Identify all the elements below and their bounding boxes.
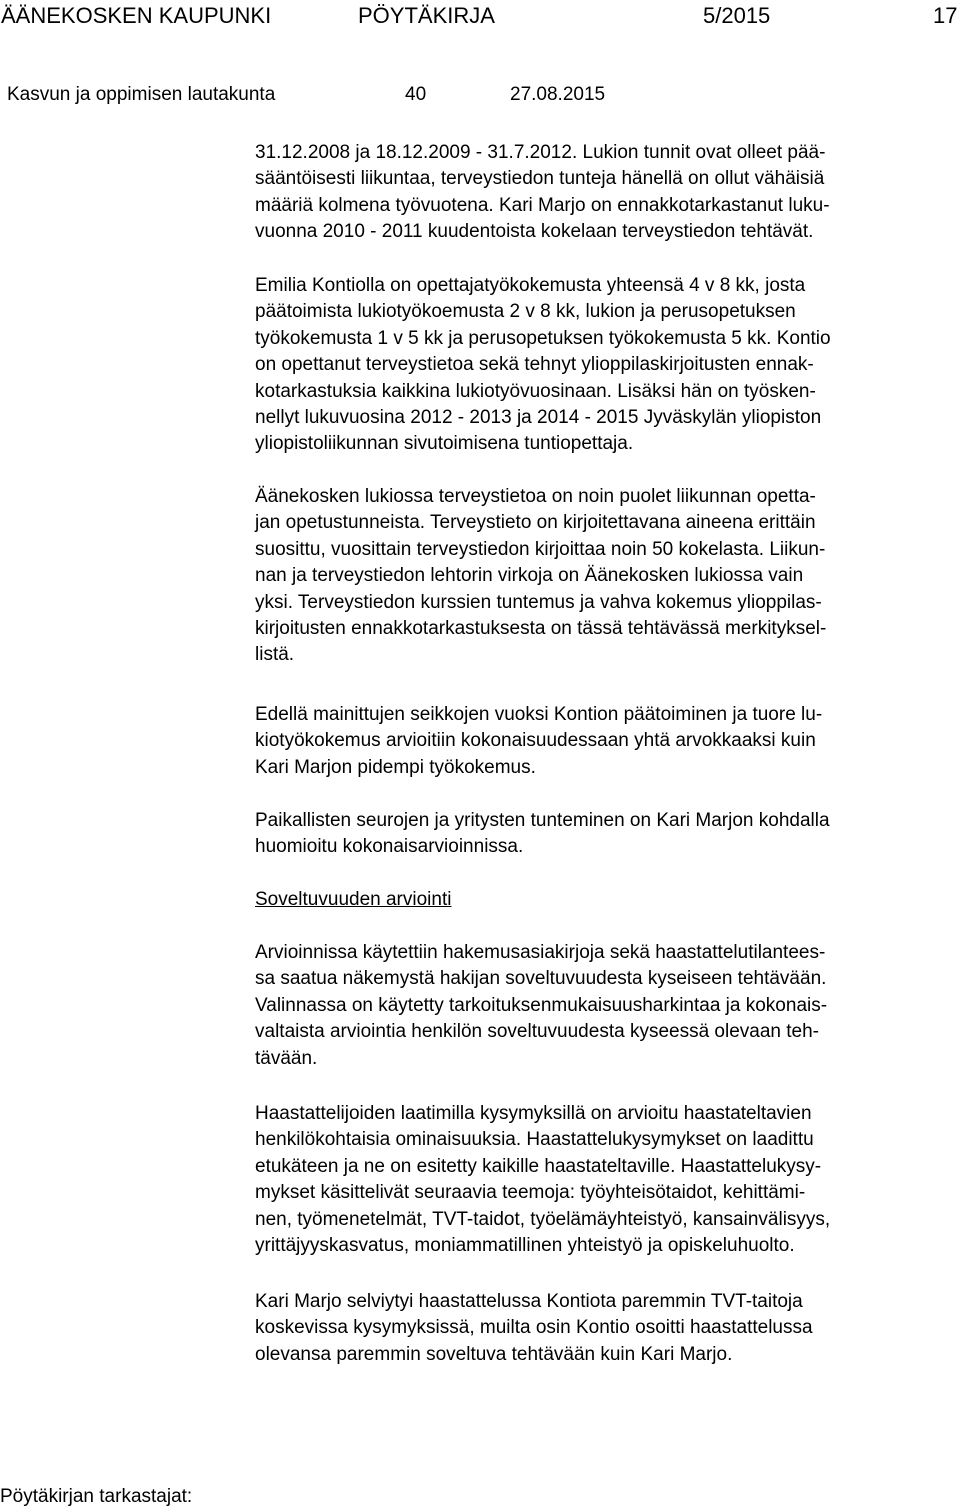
text-line: henkilökohtaisia ominaisuuksia. Haastattelukysymykset on laadittu [255,1129,814,1151]
section-number: 40 [405,84,427,105]
text-line: koskevissa kysymyksissä, muilta osin Kontio osoitti haastattelussa [255,1317,813,1339]
paragraph-1 [255,140,955,246]
header-city: ÄÄNEKOSKEN KAUPUNKI [1,3,272,28]
text-line: olevansa paremmin soveltuva tehtävään kuin Kari Marjo. [255,1343,733,1365]
paragraph-4 [255,702,955,781]
text-line: yksi. Terveystiedon kurssien tuntemus ja vahva kokemus ylioppilas- [255,591,822,613]
text-line: Edellä mainittujen seikkojen vuoksi Kontion päätoiminen ja tuore lu- [255,704,823,725]
paragraph-8 [255,1289,955,1368]
text-line: kotarkastuksia kaikkina lukiotyövuosinaan. Lisäksi hän on työsken- [255,380,816,402]
text-line: Valinnassa on käytetty tarkoituksenmukaisuusharkintaa ja kokonais- [255,994,828,1016]
text-line: vuonna 2010 - 2011 kuudentoista kokelaan terveystiedon tehtävät. [255,221,814,243]
text-line: yliopistoliikunnan sivutoimisena tuntiopettaja. [255,433,634,455]
text-line: Paikallisten seurojen ja yritysten tunteminen on Kari Marjon kohdalla [255,810,830,831]
text-line: 31.12.2008 ja 18.12.2009 - 31.7.2012. Lukion tunnit ovat olleet pää- [255,142,826,163]
text-line: nen, työmenetelmät, TVT-taidot, työelämäyhteistyö, kansainvälisyys, [255,1208,831,1230]
section-heading-text: Soveltuvuuden arviointi [255,889,452,910]
paragraph-7 [255,1101,955,1259]
text-line: sa saatua näkemystä hakijan soveltuvuudesta kyseiseen tehtävään. [255,968,827,990]
text-line: etukäteen ja ne on esitetty kaikille haastateltaville. Haastattelukysy- [255,1155,822,1177]
text-line: listä. [255,644,295,666]
text-line: Kari Marjon pidempi työkokemus. [255,756,536,778]
header-issue: 5/2015 [703,3,771,28]
paragraph-2 [255,273,955,458]
text-line: nan ja terveystiedon lehtorin virkoja on Äänekosken lukiossa vain [255,565,804,587]
text-line: tävään. [255,1047,318,1069]
text-line: Haastattelijoiden laatimilla kysymyksillä on arvioitu haastateltavien [255,1103,812,1124]
text-line: Äänekosken lukiossa terveystietoa on noin puolet liikunnan opetta- [255,486,816,507]
paragraph-5 [255,808,955,861]
text-line: on opettanut terveystietoa sekä tehnyt ylioppilaskirjoitusten ennak- [255,354,814,376]
header-doc-type: PÖYTÄKIRJA [358,3,495,28]
committee-name: Kasvun ja oppimisen lautakunta [7,84,276,105]
text-line: valtaista arviointia henkilön soveltuvuudesta kyseessä olevaan teh- [255,1021,819,1043]
text-line: kirjoitusten ennakkotarkastuksesta on tässä tehtävässä merkityksel- [255,617,827,639]
paragraph-6 [255,940,955,1072]
text-line: yrittäjyyskasvatus, moniammatillinen yhteistyö ja opiskeluhuolto. [255,1234,795,1256]
footer-reviewers-label: Pöytäkirjan tarkastajat: [0,1486,193,1507]
paragraph-3 [255,484,955,669]
text-line: työkokemusta 1 v 5 kk ja perusopetuksen työkokemusta 5 kk. Kontio [255,327,831,349]
section-heading [255,887,955,913]
text-line: sääntöisesti liikuntaa, terveystiedon tunteja hänellä on ollut vähäisiä [255,168,825,190]
text-line: nellyt lukuvuosina 2012 - 2013 ja 2014 - 2015 Jyväskylän yliopiston [255,406,822,428]
text-line: Kari Marjo selviytyi haastattelussa Kontiota paremmin TVT-taitoja [255,1291,803,1312]
text-line: jan opetustunneista. Terveystieto on kirjoitettavana aineena erittäin [255,512,816,534]
text-line: Arvioinnissa käytettiin hakemusasiakirjoja sekä haastattelutilantees- [255,942,826,963]
text-line: huomioitu kokonaisarvioinnissa. [255,836,524,858]
header-page-number: 17 [933,3,958,28]
text-line: suosittu, vuosittain terveystiedon kirjoittaa noin 50 kokelasta. Liikun- [255,538,826,560]
meeting-date: 27.08.2015 [510,84,606,105]
text-line: kiotyökokemus arvioitiin kokonaisuudessaan yhtä arvokkaaksi kuin [255,730,816,752]
text-line: mykset käsittelivät seuraavia teemoja: työyhteisötaidot, kehittämi- [255,1182,806,1204]
text-line: Emilia Kontiolla on opettajatyökokemusta yhteensä 4 v 8 kk, josta [255,275,806,296]
text-line: päätoimista lukiotyökoemusta 2 v 8 kk, lukion ja perusopetuksen [255,301,796,323]
text-line: määriä kolmena työvuotena. Kari Marjo on ennakkotarkastanut luku- [255,194,830,216]
